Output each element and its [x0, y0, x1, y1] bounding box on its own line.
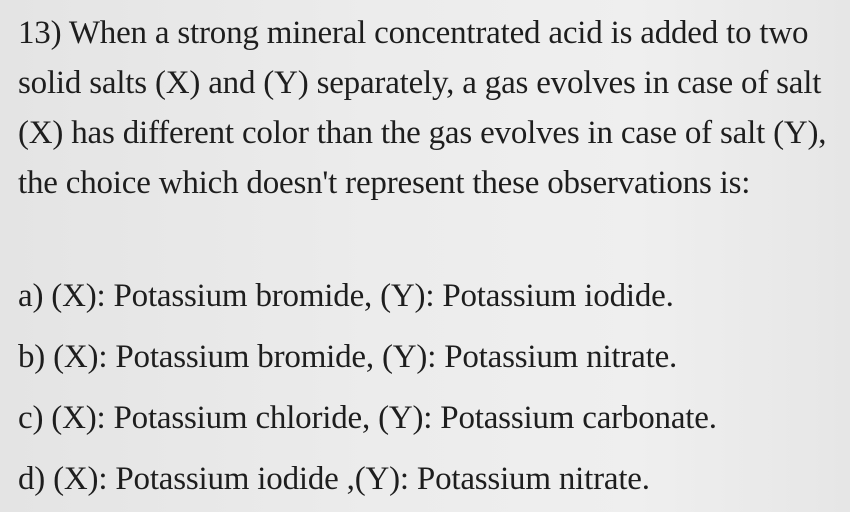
question-text: 13) When a strong mineral concentrated acid is added to two solid salts (X) and (Y) separately, a gas evolves in case of salt (X) has different color than the gas evolves in case of salt (Y), the choice which doesn't represent these observations is: — [18, 15, 827, 201]
option-b: b) (X): Potassium bromide, (Y): Potassium nitrate. — [18, 339, 678, 375]
answer-options-list — [18, 267, 838, 511]
option-d: d) (X): Potassium iodide ,(Y): Potassium nitrate. — [18, 461, 650, 497]
option-c: c) (X): Potassium chloride, (Y): Potassium carbonate. — [18, 400, 717, 436]
option-a: a) (X): Potassium bromide, (Y): Potassium iodide. — [18, 278, 674, 314]
